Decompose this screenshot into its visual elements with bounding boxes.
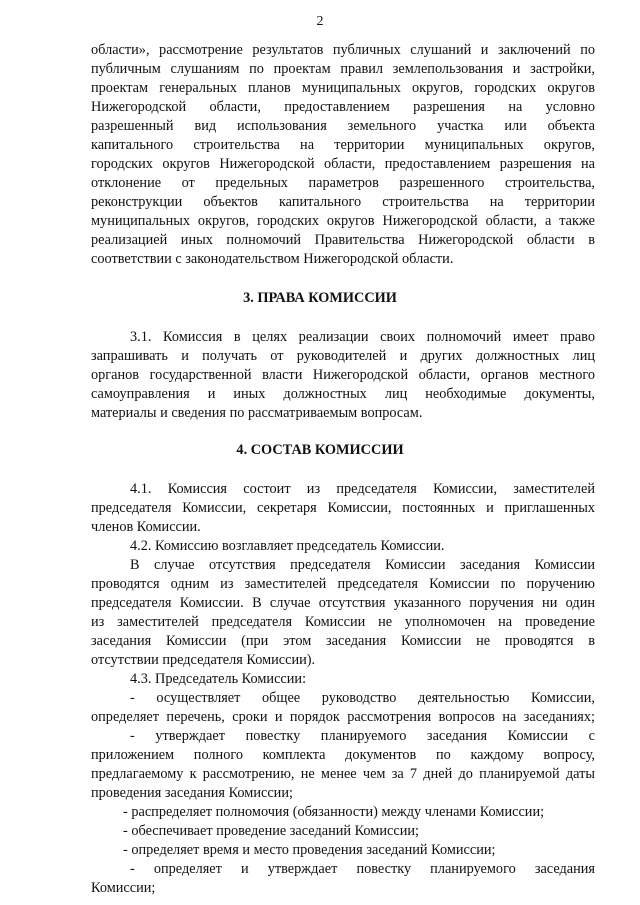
- paragraph-line: разрешенный вид использования земельного участка или объекта: [91, 118, 595, 134]
- paragraph-line: 4.3. Председатель Комиссии:: [130, 671, 307, 687]
- list-item-line: - определяет время и место проведения заседаний Комиссии;: [123, 842, 496, 858]
- list-item-line: Комиссии;: [91, 880, 156, 896]
- section-heading-composition: 4. СОСТАВ КОМИССИИ: [236, 442, 404, 458]
- paragraph-line: заседания Комиссии (при этом заседания Комиссии не проводятся в: [91, 633, 595, 649]
- paragraph-line: В случае отсутствия председателя Комиссии заседания Комиссии: [130, 557, 595, 573]
- paragraph-line: реализацией иных полномочий Правительства Нижегородской области в: [91, 232, 595, 248]
- paragraph-line: области», рассмотрение результатов публичных слушаний и заключений по: [91, 42, 595, 58]
- paragraph-line: органов государственной власти Нижегородской области, органов местного: [91, 367, 595, 383]
- paragraph-line: самоуправления и иных должностных лиц необходимые документы,: [91, 386, 595, 402]
- list-item-line: - обеспечивает проведение заседаний Комиссии;: [123, 823, 419, 839]
- list-item-line: предлагаемому к рассмотрению, не менее чем за 7 дней до планируемой даты: [91, 766, 595, 782]
- paragraph-line: проектам генеральных планов муниципальных округов, городских округов: [91, 80, 595, 96]
- paragraph-line: публичным слушаниям по проектам правил землепользования и застройки,: [91, 61, 595, 77]
- paragraph-line: муниципальных округов, городских округов Нижегородской области, а также: [91, 213, 595, 229]
- paragraph-line: городских округов Нижегородской области, предоставлением разрешения на: [91, 156, 595, 172]
- page-number: 2: [316, 14, 324, 29]
- section-heading-rights: 3. ПРАВА КОМИССИИ: [243, 290, 397, 306]
- list-item-line: определяет перечень, сроки и порядок рассмотрения вопросов на заседаниях;: [91, 709, 595, 725]
- list-item-line: - распределяет полномочия (обязанности) между членами Комиссии;: [123, 804, 545, 820]
- paragraph-line: реконструкции объектов капитального строительства на территории: [91, 194, 595, 210]
- paragraph-line: отсутствии председателя Комиссии).: [91, 652, 316, 668]
- paragraph-line: председателя Комиссии, секретаря Комиссии, постоянных и приглашенных: [91, 500, 595, 516]
- list-item-line: - осуществляет общее руководство деятельностью Комиссии,: [130, 690, 595, 706]
- paragraph-line: соответствии с законодательством Нижегородской области.: [91, 251, 454, 267]
- paragraph-line: 3.1. Комиссия в целях реализации своих полномочий имеет право: [130, 329, 595, 345]
- paragraph-line: запрашивать и получать от руководителей и других должностных лиц: [91, 348, 595, 364]
- paragraph-line: из заместителей председателя Комиссии не уполномочен на проведение: [91, 614, 595, 630]
- paragraph-line: материалы и сведения по рассматриваемым вопросам.: [91, 405, 423, 421]
- paragraph-line: 4.2. Комиссию возглавляет председатель Комиссии.: [130, 538, 445, 554]
- paragraph-line: Нижегородской области, предоставлением разрешения на условно: [91, 99, 595, 115]
- paragraph-line: проводятся одним из заместителей председателя Комиссии по поручению: [91, 576, 595, 592]
- paragraph-line: членов Комиссии.: [91, 519, 201, 535]
- list-item-line: проведения заседания Комиссии;: [91, 785, 293, 801]
- paragraph-line: капитального строительства на территории муниципальных округов,: [91, 137, 595, 153]
- paragraph-line: председателя Комиссии. В случае отсутствия указанного поручения ни один: [91, 595, 595, 611]
- list-item-line: - утверждает повестку планируемого заседания Комиссии с: [130, 728, 595, 744]
- paragraph-line: 4.1. Комиссия состоит из председателя Комиссии, заместителей: [130, 481, 595, 497]
- list-item-line: - определяет и утверждает повестку планируемого заседания: [130, 861, 595, 877]
- list-item-line: приложением полного комплекта документов по каждому вопросу,: [91, 747, 595, 763]
- paragraph-line: отклонение от предельных параметров разрешенного строительства,: [91, 175, 595, 191]
